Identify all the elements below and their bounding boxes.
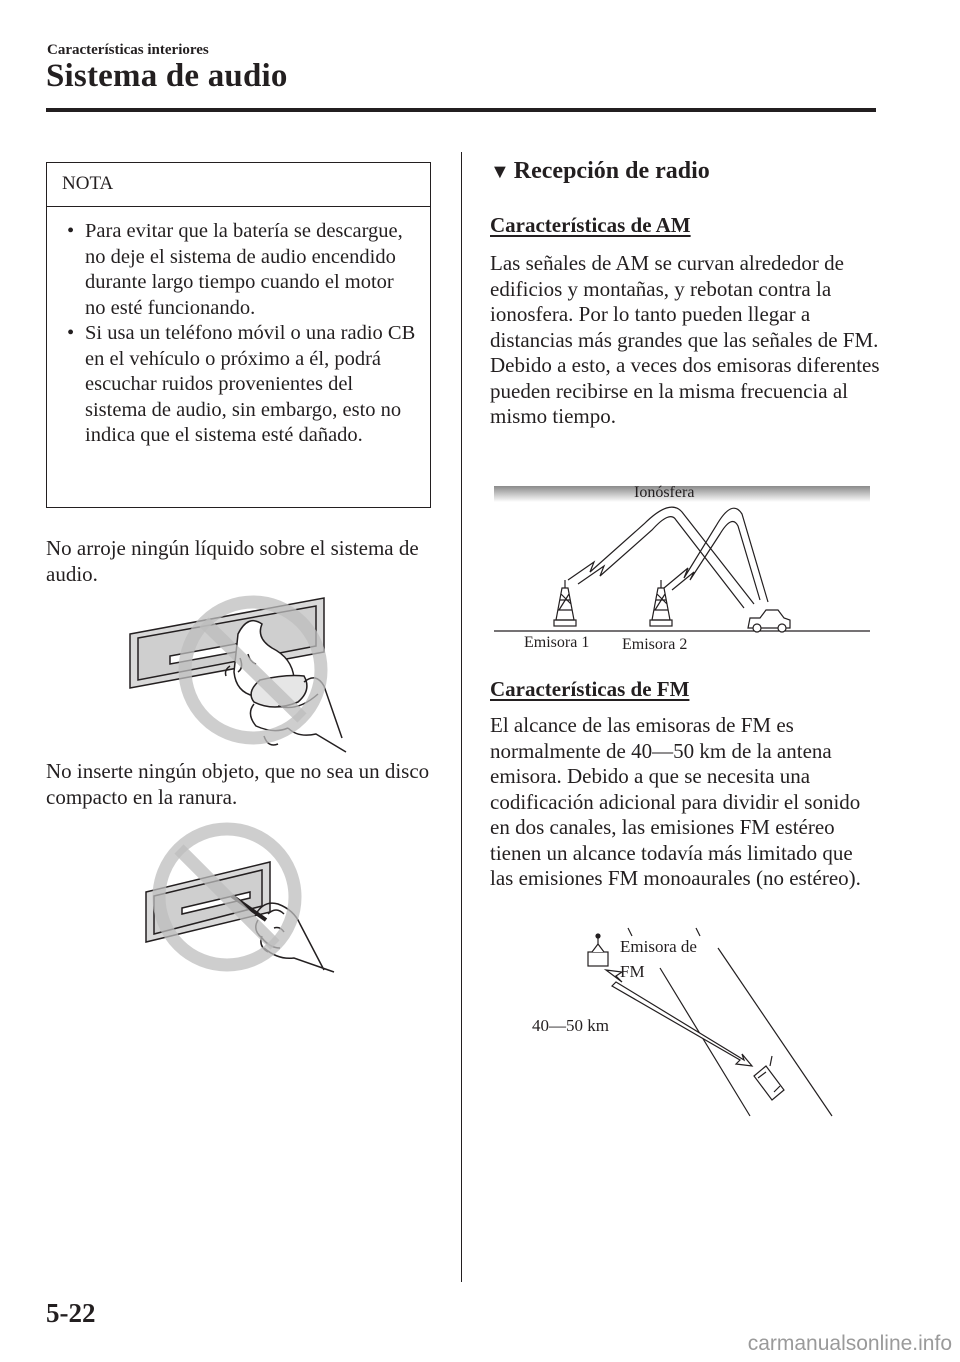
liquid-warning-text: No arroje ningún líquido sobre el sistema de audio. [46,536,419,586]
fm-station-label [620,934,697,984]
section-label: Características interiores [47,42,209,58]
object-warning-text: No inserte ningún objeto, que no sea un disco compacto en la ranura. [46,759,430,809]
fm-station-label-line1: Emisora de [620,937,697,956]
column-divider [461,152,462,1282]
fm-car-icon [754,1056,784,1100]
radio-heading [490,158,710,185]
note-title: NOTA [62,173,114,194]
watermark[interactable]: carmanualsonline.info [747,1332,952,1355]
note-item [47,219,430,321]
bullet-icon: • [67,322,75,344]
no-liquid-illustration [128,594,358,754]
no-object-illustration [146,818,346,980]
fm-heading: Características de FM [490,677,690,701]
range-arrow [606,970,752,1066]
note-item [47,321,430,449]
station2-label: Emisora 2 [622,636,688,653]
station1-label: Emisora 1 [524,634,590,651]
tower-icon [650,580,672,626]
tower-icon [554,580,576,626]
note-header [47,163,430,207]
down-triangle-icon: ▼ [490,161,510,183]
fm-tower-icon [588,934,608,966]
note-box [46,162,431,508]
am-heading: Características de AM [490,213,691,237]
fm-station-label-line2: FM [620,962,645,981]
car-icon [748,610,790,632]
am-diagram [494,484,872,656]
fm-range-label: 40—50 km [532,1016,609,1035]
radio-heading-text: Recepción de radio [513,158,710,184]
page-title: Sistema de audio [46,58,288,94]
road-edge-left [660,968,750,1116]
ionosphere-label: Ionósfera [634,484,695,501]
note-item-text: Para evitar que la batería se descargue, no deje el sistema de audio encendido durante largo tiempo cuando el motor no esté funcionando. [85,220,403,319]
title-rule [46,108,876,112]
note-list [47,219,430,449]
am-text: Las señales de AM se curvan alrededor de edificios y montañas, y rebotan contra la ionosfera. Por lo tanto pueden llegar a distancias más grandes que las señales de FM. Debido a esto, a veces dos emisoras diferentes pueden recibirse en la misma frecuencia al mismo tiempo. [490,251,880,428]
bullet-icon: • [67,220,75,242]
page-number: 5-22 [46,1298,96,1328]
note-item-text: Si usa un teléfono móvil o una radio CB en el vehículo o próximo a él, podrá escuchar ruidos provenientes del sistema de audio, sin embargo, esto no indica que el sistema esté dañado. [85,322,416,446]
fm-text: El alcance de las emisoras de FM es normalmente de 40—50 km de la antena emisora. Debido a que se necesita una codificación adicional para dividir el sonido en dos canales, las emisiones FM estéreo tienen un alcance todavía más limitado que las emisiones FM monoaurales (no estéreo). [490,713,861,890]
